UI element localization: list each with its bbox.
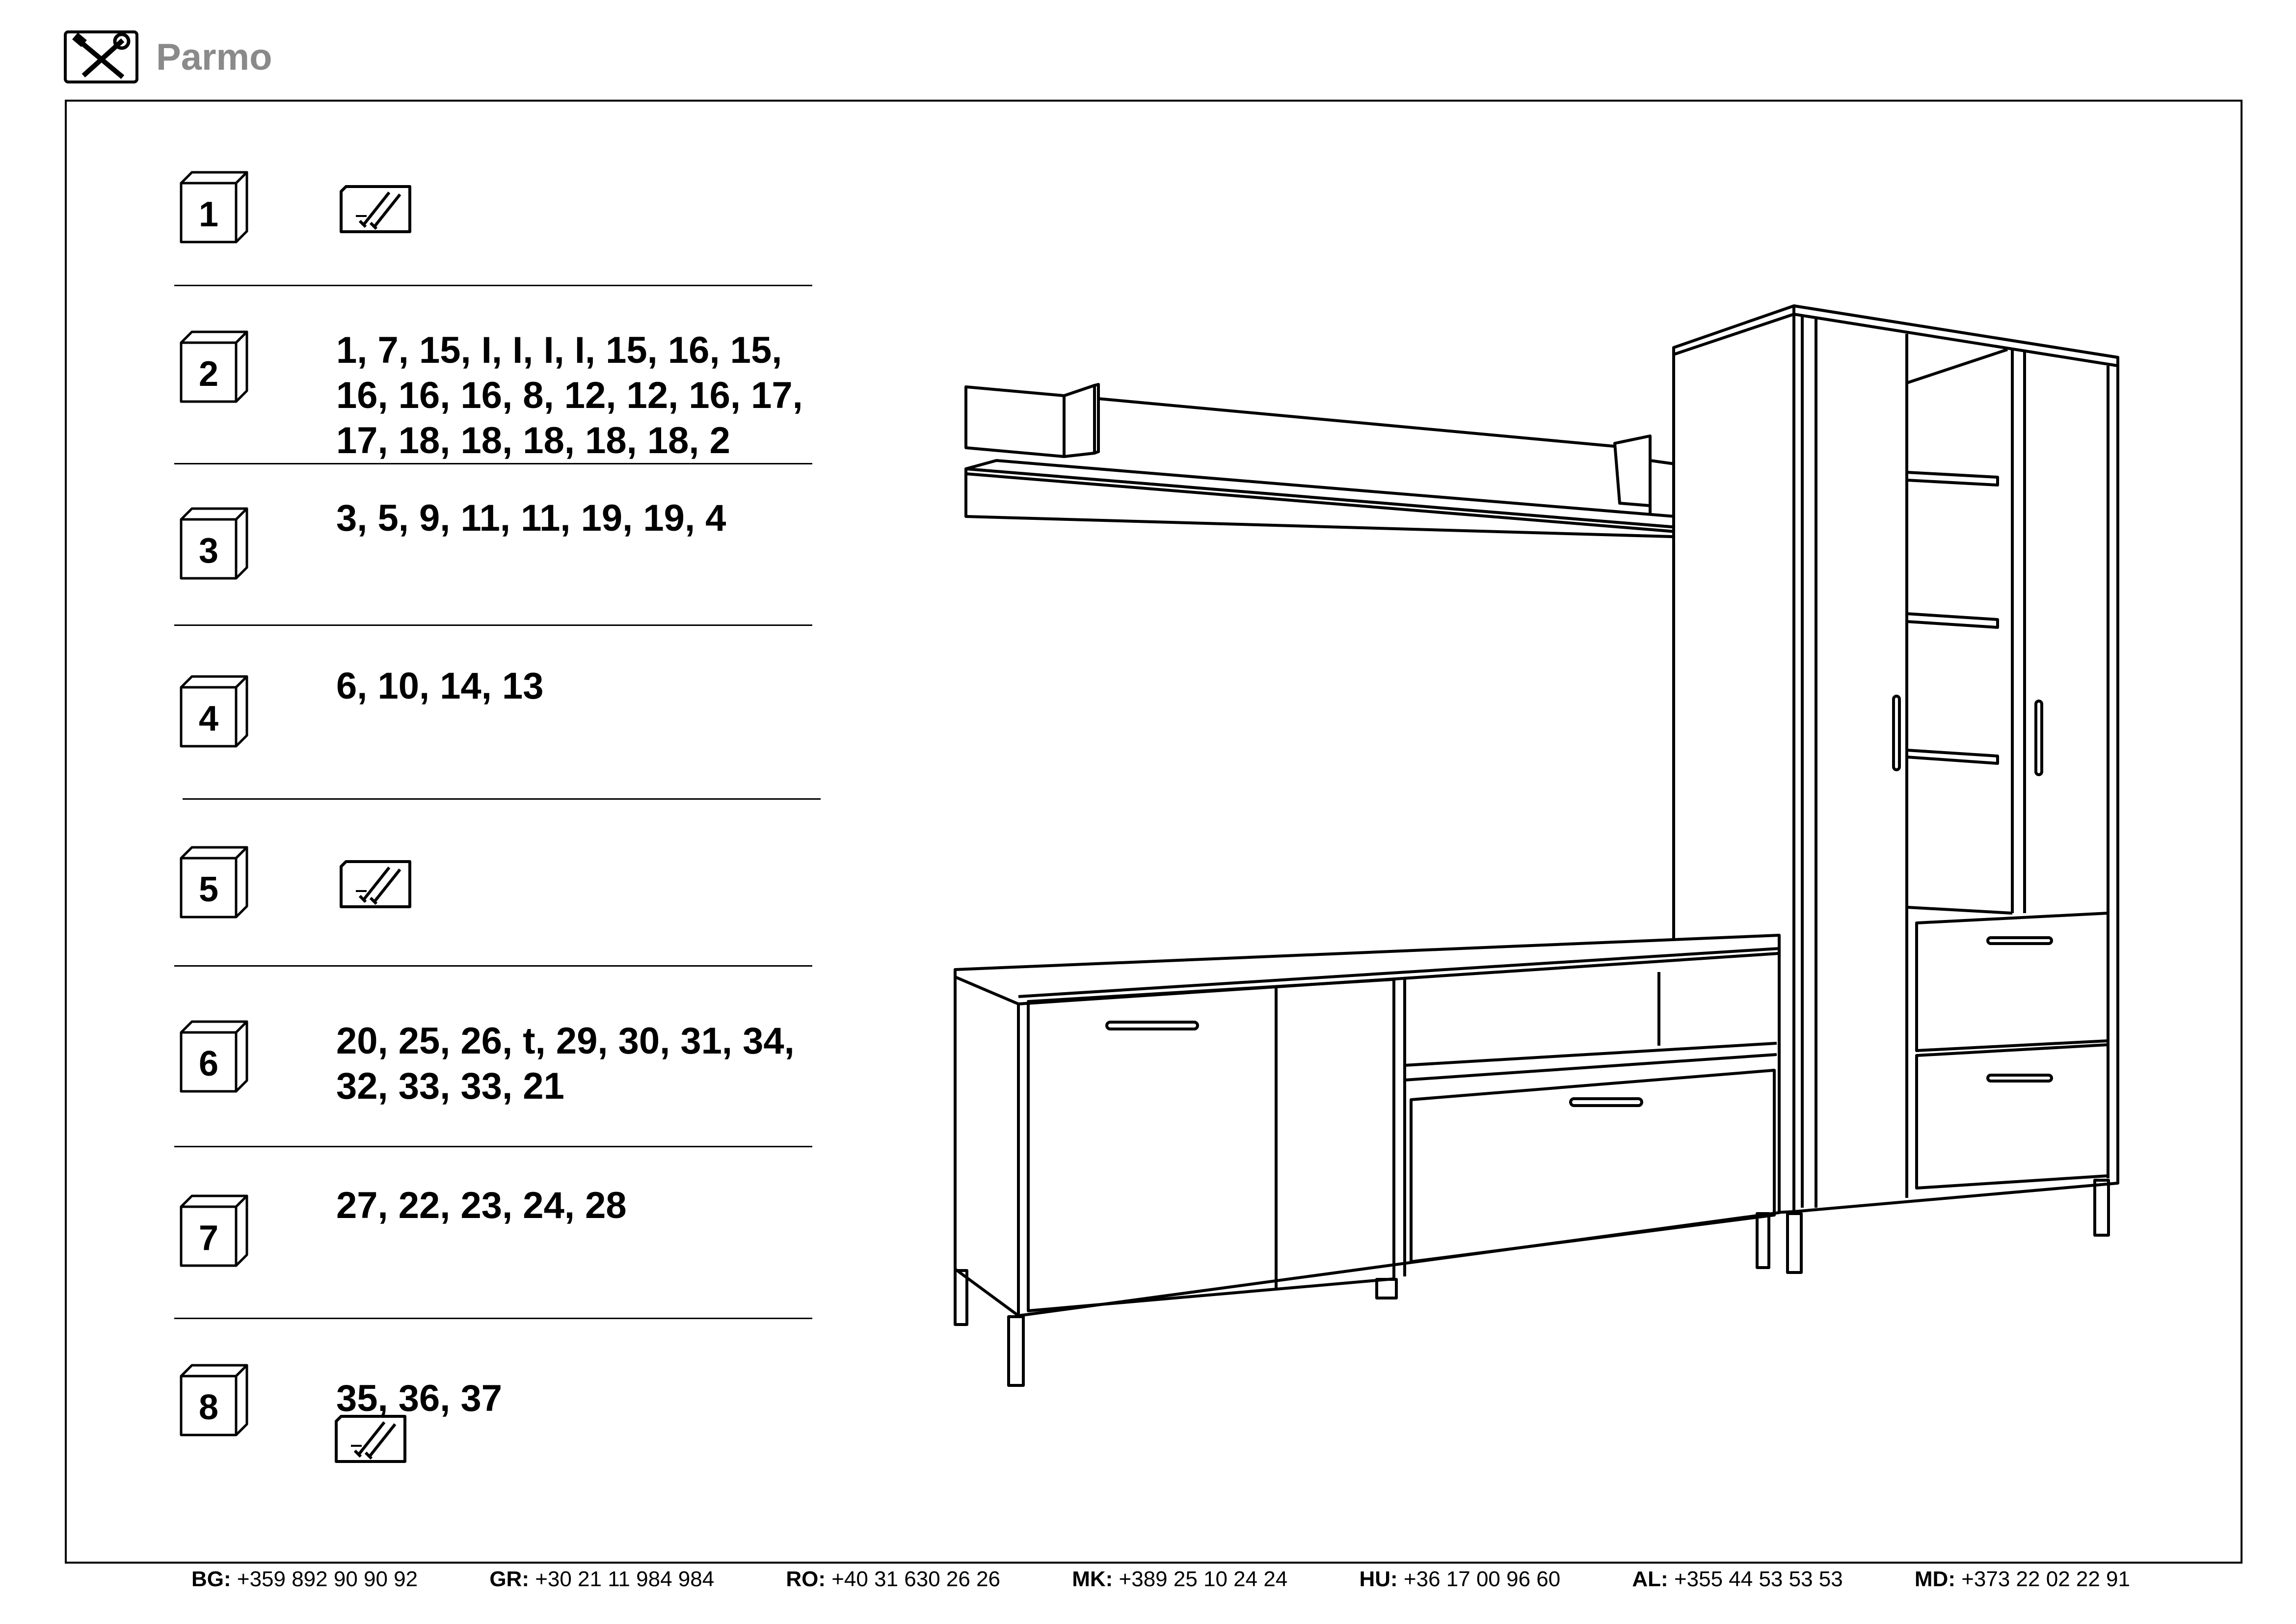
- phone-number: +355 44 53 53 53: [1668, 1567, 1843, 1591]
- phone-entry: [786, 1567, 1000, 1592]
- tv-cabinet: [955, 935, 1779, 1385]
- step-divider: [174, 1318, 812, 1319]
- step-divider: [174, 1146, 812, 1147]
- step-parts-list: 6, 10, 14, 13: [336, 665, 544, 707]
- page-header: [64, 29, 272, 84]
- step-divider: [183, 798, 821, 800]
- brand-name: Parmo: [156, 36, 272, 78]
- furniture-drawing: [933, 275, 2150, 1424]
- contact-footer: [191, 1567, 2130, 1592]
- step-box-icon: [174, 1019, 253, 1097]
- step-number: 1: [198, 195, 219, 234]
- step-number: 8: [198, 1388, 219, 1427]
- step-parts-list: 1, 7, 15, I, I, I, I, 15, 16, 15, 16, 16, 16, 8, 12, 12, 16, 17, 17, 18, 18, 18, 18, 18, 2: [336, 329, 803, 461]
- country-code: GR:: [489, 1567, 529, 1591]
- country-code: RO:: [786, 1567, 826, 1591]
- tools-icon: [64, 30, 138, 83]
- country-code: HU:: [1359, 1567, 1398, 1591]
- phone-number: +30 21 11 984 984: [529, 1567, 715, 1591]
- phone-number: +359 892 90 90 92: [231, 1567, 418, 1591]
- step-box-icon: [174, 1193, 253, 1272]
- step-parts-list: 35, 36, 37: [336, 1378, 503, 1419]
- step-number: 7: [198, 1218, 219, 1258]
- step-box-icon: [174, 169, 253, 248]
- step-parts-list: 20, 25, 26, t, 29, 30, 31, 34, 32, 33, 33, 21: [336, 1020, 795, 1107]
- phone-entry: [191, 1567, 418, 1592]
- step-number: 3: [198, 531, 219, 570]
- country-code: MK:: [1072, 1567, 1113, 1591]
- step-divider: [174, 285, 812, 286]
- phone-number: +389 25 10 24 24: [1113, 1567, 1288, 1591]
- step-box-icon: [174, 1362, 253, 1441]
- phone-entry: [1359, 1567, 1560, 1592]
- step-box-icon: [174, 674, 253, 752]
- step-parts-list: 27, 22, 23, 24, 28: [336, 1185, 627, 1226]
- step-number: 2: [198, 354, 219, 394]
- step-number: 4: [198, 699, 219, 738]
- phone-entry: [1915, 1567, 2130, 1592]
- phone-number: +373 22 02 22 91: [1955, 1567, 2130, 1591]
- screw-bag-icon: [331, 1411, 410, 1465]
- step-parts-list: 3, 5, 9, 11, 11, 19, 19, 4: [336, 497, 726, 539]
- screw-bag-icon: [336, 182, 415, 236]
- screw-bag-icon: [336, 857, 415, 911]
- country-code: BG:: [191, 1567, 231, 1591]
- phone-entry: [1072, 1567, 1287, 1592]
- phone-number: +40 31 630 26 26: [826, 1567, 1001, 1591]
- step-divider: [174, 965, 812, 967]
- step-number: 6: [198, 1044, 219, 1083]
- step-box-icon: [174, 506, 253, 584]
- wall-shelf: [966, 384, 1723, 537]
- phone-entry: [1632, 1567, 1842, 1592]
- step-box-icon: [174, 329, 253, 407]
- step-box-icon: [174, 844, 253, 923]
- step-divider: [174, 463, 812, 464]
- country-code: MD:: [1914, 1567, 1955, 1591]
- phone-number: +36 17 00 96 60: [1397, 1567, 1561, 1591]
- phone-entry: [489, 1567, 714, 1592]
- country-code: AL:: [1632, 1567, 1668, 1591]
- step-divider: [174, 624, 812, 626]
- step-number: 5: [198, 870, 219, 909]
